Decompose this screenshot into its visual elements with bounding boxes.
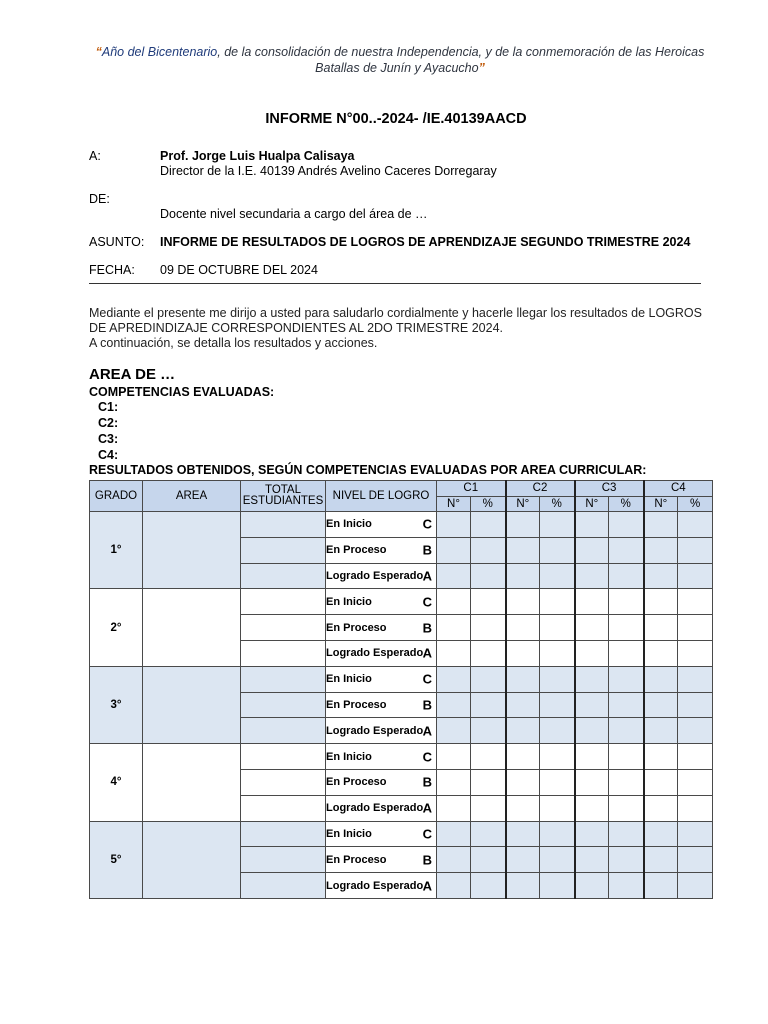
header-pct: % [471,497,506,512]
count-cell[interactable] [506,795,540,821]
percent-cell[interactable] [471,563,506,589]
grade-cell: 3° [90,666,143,743]
intro-paragraph [89,306,702,351]
count-cell[interactable] [437,847,471,873]
level-label: Logrado Esperado [326,879,424,892]
count-cell[interactable] [575,718,609,744]
to-name: Prof. Jorge Luis Hualpa Calisaya [160,149,355,163]
subject-value: INFORME DE RESULTADOS DE LOGROS DE APRENDIZAJE SEGUNDO TRIMESTRE 2024 [160,235,691,249]
level-cell [326,563,437,589]
level-label: En Proceso [326,621,387,634]
table-row [90,821,713,847]
percent-cell[interactable] [609,512,644,538]
competencia-c1: C1: [98,400,119,414]
count-cell[interactable] [506,537,540,563]
level-letter: C [422,594,432,610]
competencia-c3: C3: [98,432,119,446]
area-cell[interactable] [143,821,241,898]
level-label: Logrado Esperado [326,569,424,582]
total-students-cell[interactable] [241,795,326,821]
percent-cell[interactable] [678,718,713,744]
from-label: DE: [89,192,110,206]
area-cell[interactable] [143,666,241,743]
level-label: En Inicio [326,750,372,763]
count-cell[interactable] [506,821,540,847]
level-cell [326,512,437,538]
total-students-cell[interactable] [241,692,326,718]
header-pct: % [540,497,575,512]
count-cell[interactable] [644,512,678,538]
count-cell[interactable] [437,615,471,641]
percent-cell[interactable] [540,769,575,795]
header-pct: % [609,497,644,512]
count-cell[interactable] [506,512,540,538]
count-cell[interactable] [437,666,471,692]
count-cell[interactable] [644,873,678,899]
count-cell[interactable] [437,589,471,615]
percent-cell[interactable] [678,795,713,821]
percent-cell[interactable] [609,589,644,615]
level-label: En Proceso [326,853,387,866]
percent-cell[interactable] [540,744,575,770]
count-cell[interactable] [575,589,609,615]
level-cell [326,718,437,744]
percent-cell[interactable] [471,744,506,770]
percent-cell[interactable] [609,821,644,847]
competencia-c2: C2: [98,416,119,430]
level-letter: B [422,774,432,790]
level-cell [326,873,437,899]
count-cell[interactable] [437,512,471,538]
level-label: En Proceso [326,698,387,711]
percent-cell[interactable] [678,769,713,795]
percent-cell[interactable] [678,821,713,847]
level-letter: B [422,697,432,713]
percent-cell[interactable] [609,537,644,563]
area-cell[interactable] [143,512,241,589]
total-students-cell[interactable] [241,666,326,692]
level-letter: C [422,749,432,765]
count-cell[interactable] [644,563,678,589]
percent-cell[interactable] [471,666,506,692]
header-c2: C2 [506,481,575,497]
count-cell[interactable] [644,744,678,770]
percent-cell[interactable] [678,744,713,770]
percent-cell[interactable] [678,847,713,873]
percent-cell[interactable] [609,769,644,795]
count-cell[interactable] [575,744,609,770]
level-letter: A [422,568,432,584]
percent-cell[interactable] [609,615,644,641]
competencias-heading: COMPETENCIAS EVALUADAS: [89,385,275,399]
level-label: Logrado Esperado [326,647,424,660]
header-n: N° [575,497,609,512]
level-cell [326,640,437,666]
count-cell[interactable] [575,821,609,847]
level-letter: A [422,645,432,661]
count-cell[interactable] [437,563,471,589]
percent-cell[interactable] [540,847,575,873]
level-letter: C [422,826,432,842]
count-cell[interactable] [644,692,678,718]
percent-cell[interactable] [609,666,644,692]
level-label: En Inicio [326,518,372,531]
header-n: N° [644,497,678,512]
percent-cell[interactable] [471,847,506,873]
count-cell[interactable] [575,847,609,873]
total-students-cell[interactable] [241,640,326,666]
percent-cell[interactable] [609,692,644,718]
count-cell[interactable] [575,692,609,718]
total-students-cell[interactable] [241,718,326,744]
percent-cell[interactable] [471,821,506,847]
level-cell [326,795,437,821]
header-n: N° [506,497,540,512]
percent-cell[interactable] [540,718,575,744]
header-n: N° [437,497,471,512]
percent-cell[interactable] [678,873,713,899]
percent-cell[interactable] [678,640,713,666]
count-cell[interactable] [437,537,471,563]
count-cell[interactable] [644,537,678,563]
percent-cell[interactable] [609,795,644,821]
count-cell[interactable] [506,589,540,615]
percent-cell[interactable] [471,589,506,615]
count-cell[interactable] [575,512,609,538]
results-table [89,480,713,899]
level-letter: B [422,542,432,558]
count-cell[interactable] [575,537,609,563]
level-letter: C [422,516,432,532]
count-cell[interactable] [506,666,540,692]
total-students-cell[interactable] [241,744,326,770]
total-students-cell[interactable] [241,615,326,641]
table-row [90,512,713,538]
count-cell[interactable] [575,795,609,821]
percent-cell[interactable] [540,615,575,641]
level-cell [326,769,437,795]
count-cell[interactable] [506,640,540,666]
level-label: En Proceso [326,544,387,557]
level-label: Logrado Esperado [326,802,424,815]
count-cell[interactable] [437,769,471,795]
grade-cell: 5° [90,821,143,898]
level-letter: A [422,878,432,894]
percent-cell[interactable] [540,563,575,589]
percent-cell[interactable] [678,666,713,692]
count-cell[interactable] [437,640,471,666]
percent-cell[interactable] [471,692,506,718]
count-cell[interactable] [437,744,471,770]
total-students-cell[interactable] [241,563,326,589]
table-row [90,666,713,692]
header-area: AREA [143,481,241,512]
count-cell[interactable] [506,718,540,744]
level-label: En Proceso [326,776,387,789]
count-cell[interactable] [644,615,678,641]
percent-cell[interactable] [678,563,713,589]
level-cell [326,666,437,692]
total-students-cell[interactable] [241,847,326,873]
total-students-cell[interactable] [241,589,326,615]
count-cell[interactable] [644,769,678,795]
header-total: TOTAL ESTUDIANTES [241,481,326,512]
motto-highlight: Año del Bicentenario [101,45,218,59]
count-cell[interactable] [506,692,540,718]
table-row [90,744,713,770]
motto-banner [80,44,720,76]
level-letter: A [422,723,432,739]
total-students-cell[interactable] [241,512,326,538]
level-cell [326,744,437,770]
date-value: 09 DE OCTUBRE DEL 2024 [160,263,318,277]
percent-cell[interactable] [471,512,506,538]
level-label: En Inicio [326,827,372,840]
percent-cell[interactable] [609,718,644,744]
percent-cell[interactable] [471,769,506,795]
total-students-cell[interactable] [241,873,326,899]
percent-cell[interactable] [609,563,644,589]
header-grado: GRADO [90,481,143,512]
count-cell[interactable] [644,589,678,615]
motto-close-quote: ” [478,61,485,75]
level-cell [326,589,437,615]
percent-cell[interactable] [540,589,575,615]
percent-cell[interactable] [540,821,575,847]
grade-cell: 4° [90,744,143,821]
level-letter: A [422,800,432,816]
count-cell[interactable] [437,692,471,718]
level-cell [326,692,437,718]
motto-text: , de la consolidación de nuestra Independencia, y de la conmemoración de las Heroicas Batallas de Junín y Ayacucho [217,45,705,75]
percent-cell[interactable] [678,615,713,641]
count-cell[interactable] [437,795,471,821]
percent-cell[interactable] [609,873,644,899]
percent-cell[interactable] [471,718,506,744]
count-cell[interactable] [575,769,609,795]
competencia-c4: C4: [98,448,119,462]
percent-cell[interactable] [540,692,575,718]
intro-text-2: A continuación, se detalla los resultados y acciones. [89,336,378,350]
count-cell[interactable] [575,666,609,692]
to-role: Director de la I.E. 40139 Andrés Avelino Caceres Dorregaray [160,164,497,178]
percent-cell[interactable] [609,640,644,666]
level-label: En Inicio [326,595,372,608]
table-row [90,589,713,615]
count-cell[interactable] [644,640,678,666]
from-value: Docente nivel secundaria a cargo del área de … [160,207,428,221]
total-students-cell[interactable] [241,821,326,847]
date-label: FECHA: [89,263,135,277]
count-cell[interactable] [575,563,609,589]
count-cell[interactable] [644,666,678,692]
header-nivel: NIVEL DE LOGRO [326,481,437,512]
percent-cell[interactable] [678,589,713,615]
level-letter: B [422,852,432,868]
level-letter: B [422,620,432,636]
level-cell [326,821,437,847]
header-c4: C4 [644,481,713,497]
level-cell [326,847,437,873]
count-cell[interactable] [644,795,678,821]
percent-cell[interactable] [678,537,713,563]
area-cell[interactable] [143,589,241,666]
count-cell[interactable] [506,847,540,873]
count-cell[interactable] [437,873,471,899]
percent-cell[interactable] [540,666,575,692]
motto-open-quote: “ [95,45,102,59]
percent-cell[interactable] [609,744,644,770]
level-label: En Inicio [326,673,372,686]
total-students-cell[interactable] [241,769,326,795]
percent-cell[interactable] [471,795,506,821]
area-heading: AREA DE … [89,366,176,383]
percent-cell[interactable] [471,537,506,563]
count-cell[interactable] [644,821,678,847]
percent-cell[interactable] [540,795,575,821]
count-cell[interactable] [506,769,540,795]
percent-cell[interactable] [540,873,575,899]
level-label: Logrado Esperado [326,724,424,737]
header-pct: % [678,497,713,512]
percent-cell[interactable] [540,512,575,538]
grade-cell: 1° [90,512,143,589]
count-cell[interactable] [575,873,609,899]
grade-cell: 2° [90,589,143,666]
area-cell[interactable] [143,744,241,821]
level-letter: C [422,671,432,687]
count-cell[interactable] [575,640,609,666]
results-heading: RESULTADOS OBTENIDOS, SEGÚN COMPETENCIAS EVALUADAS POR AREA CURRICULAR: [89,463,647,477]
count-cell[interactable] [437,718,471,744]
level-cell [326,537,437,563]
count-cell[interactable] [575,615,609,641]
percent-cell[interactable] [540,640,575,666]
percent-cell[interactable] [678,512,713,538]
count-cell[interactable] [506,563,540,589]
subject-label: ASUNTO: [89,235,145,249]
count-cell[interactable] [506,744,540,770]
percent-cell[interactable] [471,640,506,666]
percent-cell[interactable] [609,847,644,873]
to-label: A: [89,149,101,163]
count-cell[interactable] [644,718,678,744]
total-students-cell[interactable] [241,537,326,563]
count-cell[interactable] [506,615,540,641]
intro-text-1: Mediante el presente me dirijo a usted para saludarlo cordialmente y hacerle llegar los resultados de LOGROS DE APREDINDIZAJE CORRESPONDIENTES AL 2DO TRIMESTRE 2024. [89,306,702,335]
level-cell [326,615,437,641]
count-cell[interactable] [644,847,678,873]
percent-cell[interactable] [540,537,575,563]
separator-line [89,283,701,284]
count-cell[interactable] [437,821,471,847]
percent-cell[interactable] [471,615,506,641]
percent-cell[interactable] [471,873,506,899]
header-c3: C3 [575,481,644,497]
header-c1: C1 [437,481,506,497]
report-title: INFORME N°00..-2024- /IE.40139AACD [265,111,527,127]
percent-cell[interactable] [678,692,713,718]
count-cell[interactable] [506,873,540,899]
